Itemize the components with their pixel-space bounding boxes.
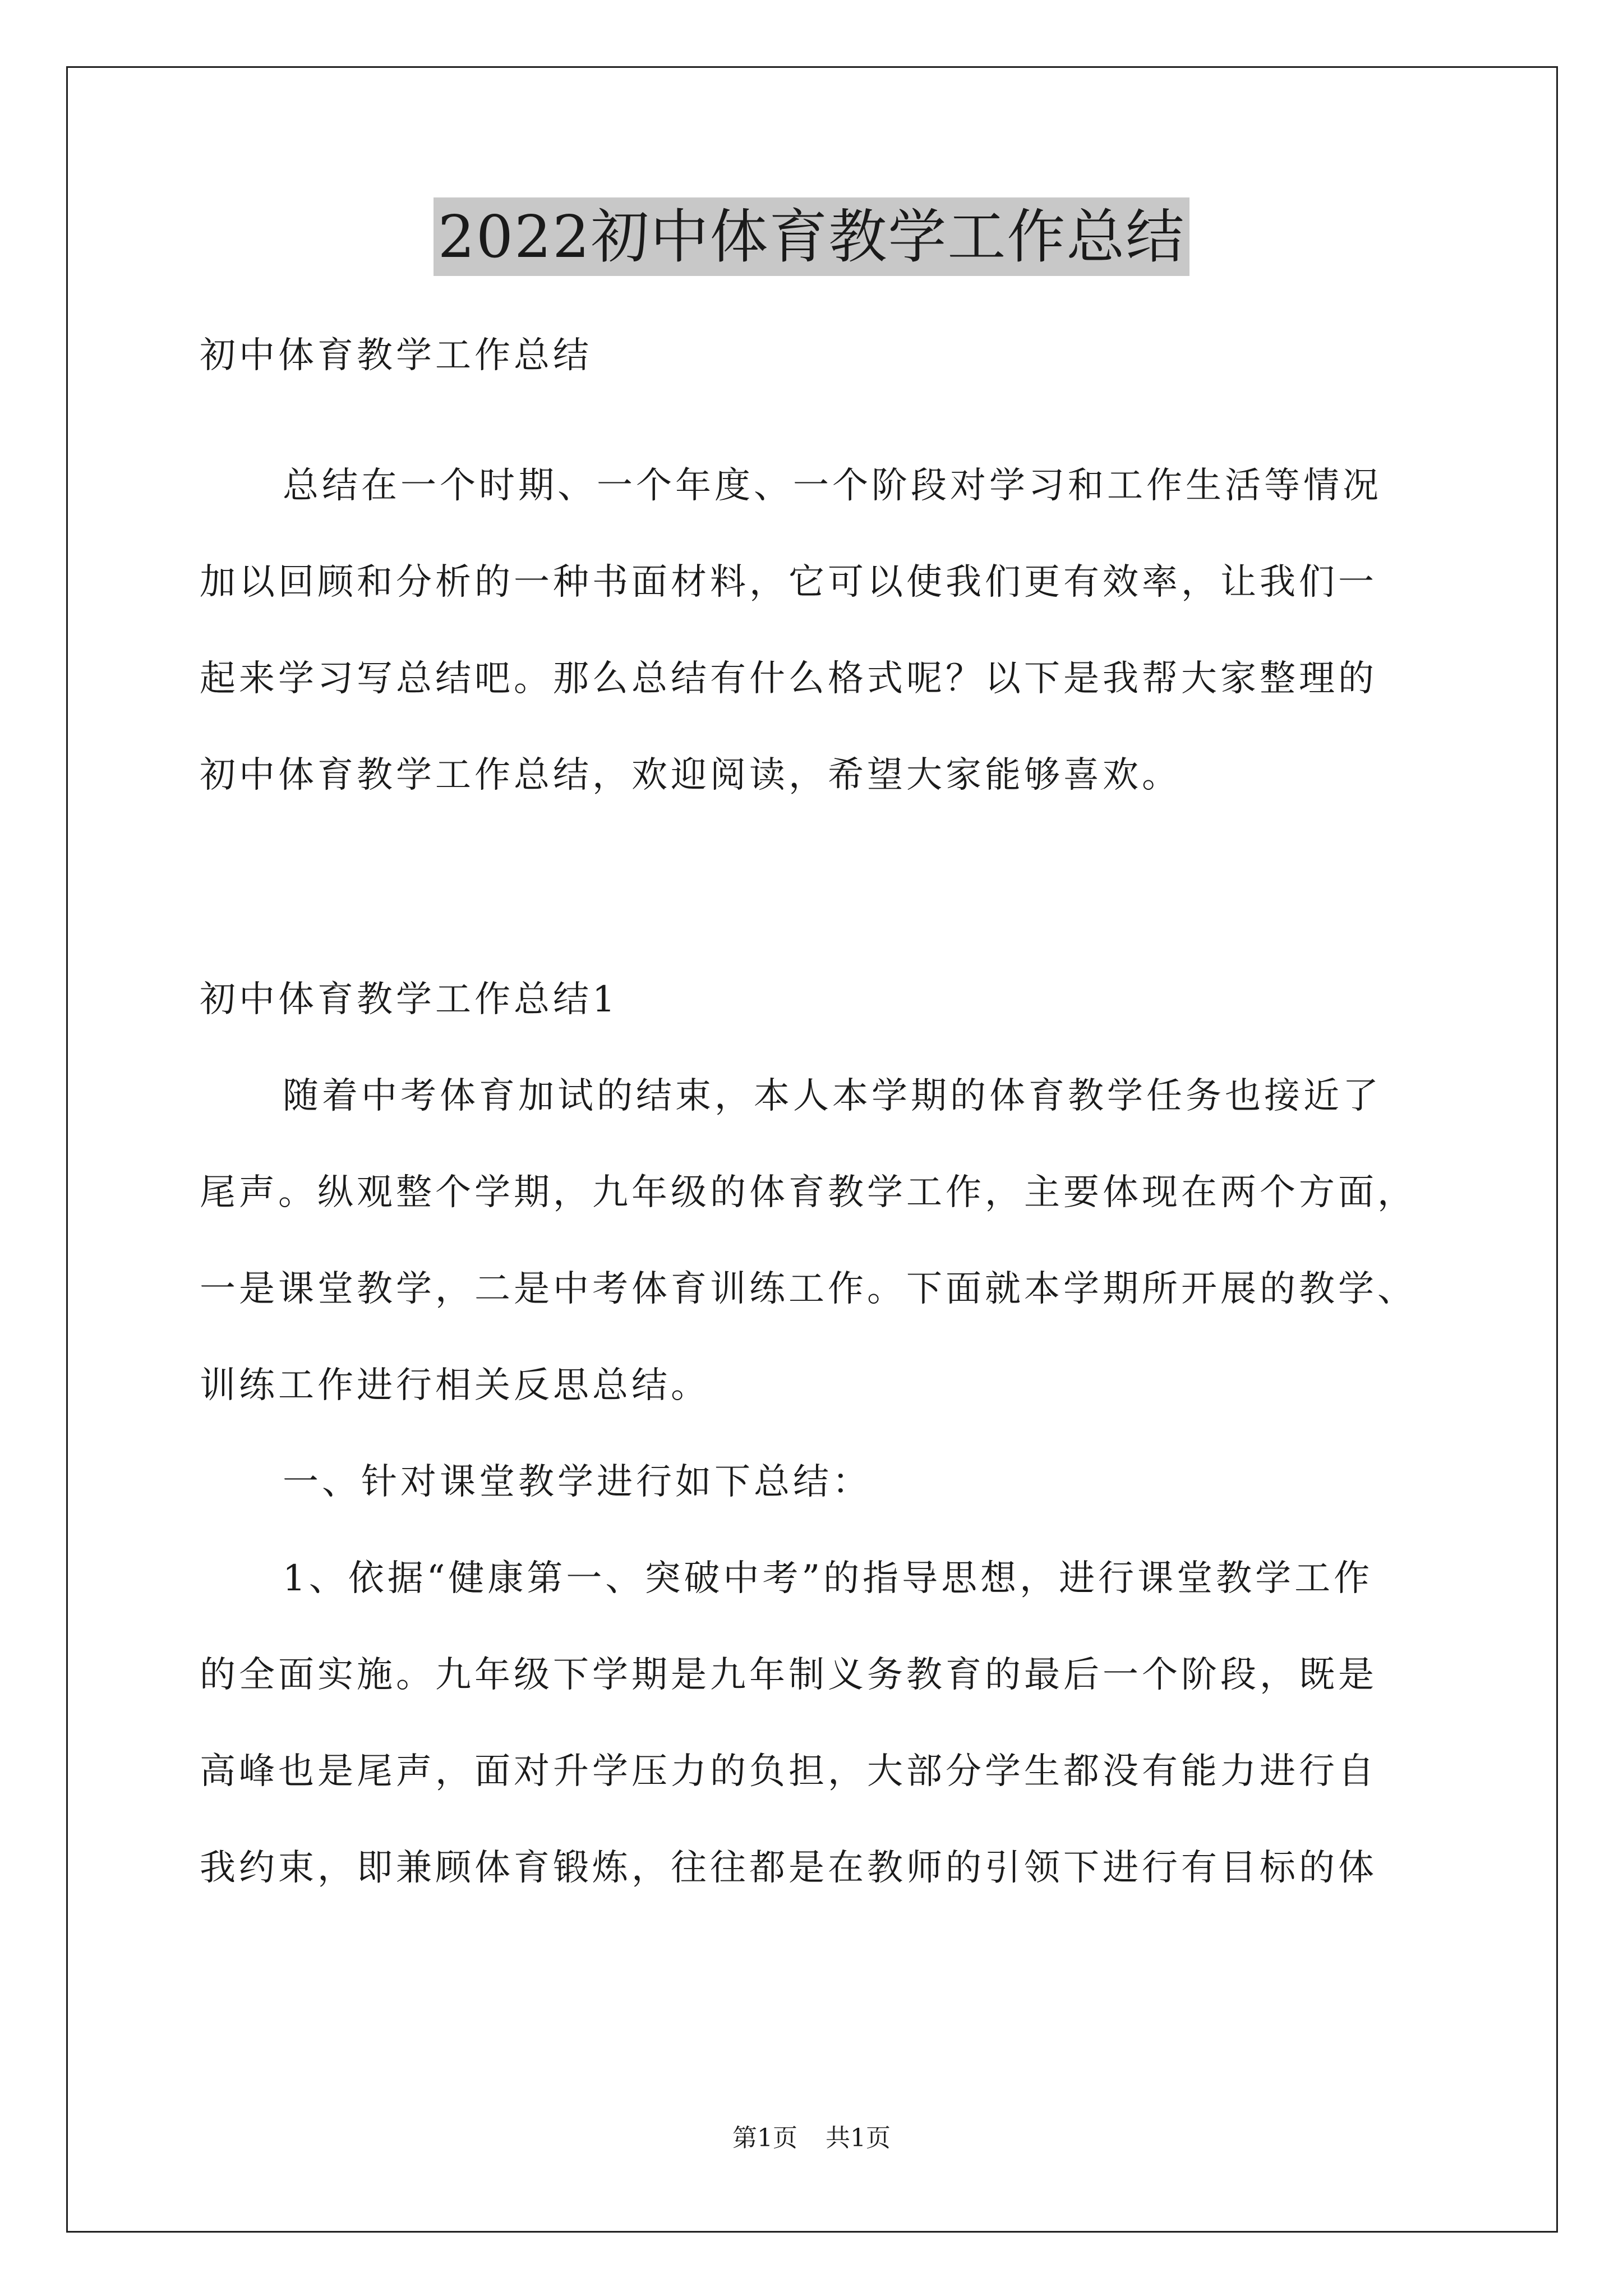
paragraph-line: 初中体育教学工作总结，欢迎阅读，希望大家能够喜欢。: [200, 754, 1181, 796]
page-footer: [0, 2122, 1623, 2155]
item-heading: 一、针对课堂教学进行如下总结：: [283, 1461, 872, 1503]
paragraph-line: 起来学习写总结吧。那么总结有什么格式呢？以下是我帮大家整理的: [200, 658, 1377, 700]
paragraph-line: 加以回顾和分析的一种书面材料，它可以使我们更有效率，让我们一: [200, 562, 1377, 603]
subtitle-block: [200, 307, 1461, 404]
paragraph-line: 高峰也是尾声，面对升学压力的负担，大部分学生都没有能力进行自: [200, 1751, 1377, 1792]
document-subtitle: 初中体育教学工作总结: [200, 335, 592, 376]
paragraph-line: 的全面实施。九年级下学期是九年制义务教育的最后一个阶段，既是: [200, 1654, 1377, 1696]
page-total: 共1页: [826, 2124, 891, 2152]
paragraph-line: 训练工作进行相关反思总结。: [200, 1365, 710, 1406]
paragraph-line: 尾声。纵观整个学期，九年级的体育教学工作，主要体现在两个方面，: [200, 1172, 1417, 1213]
paragraph-line: 随着中考体育加试的结束，本人本学期的体育教学任务也接近了: [283, 1075, 1382, 1117]
section-heading: 初中体育教学工作总结1: [200, 979, 619, 1020]
title-wrap: [0, 197, 1623, 276]
page-number: 第1页: [732, 2124, 797, 2152]
paragraph-line: 一是课堂教学，二是中考体育训练工作。下面就本学期所开展的教学、: [200, 1268, 1417, 1310]
paragraph-line: 总结在一个时期、一个年度、一个阶段对学习和工作生活等情况: [283, 465, 1382, 507]
paragraph-line: 1、依据“健康第一、突破中考”的指导思想，进行课堂教学工作: [283, 1558, 1373, 1599]
intro-paragraph: [200, 438, 1461, 823]
section1-paragraph: [200, 1048, 1461, 1916]
section1-heading-block: [200, 951, 1461, 1048]
paragraph-line: 我约束，即兼顾体育锻炼，往往都是在教师的引领下进行有目标的体: [200, 1847, 1377, 1889]
document-title: 2022初中体育教学工作总结: [434, 197, 1190, 276]
